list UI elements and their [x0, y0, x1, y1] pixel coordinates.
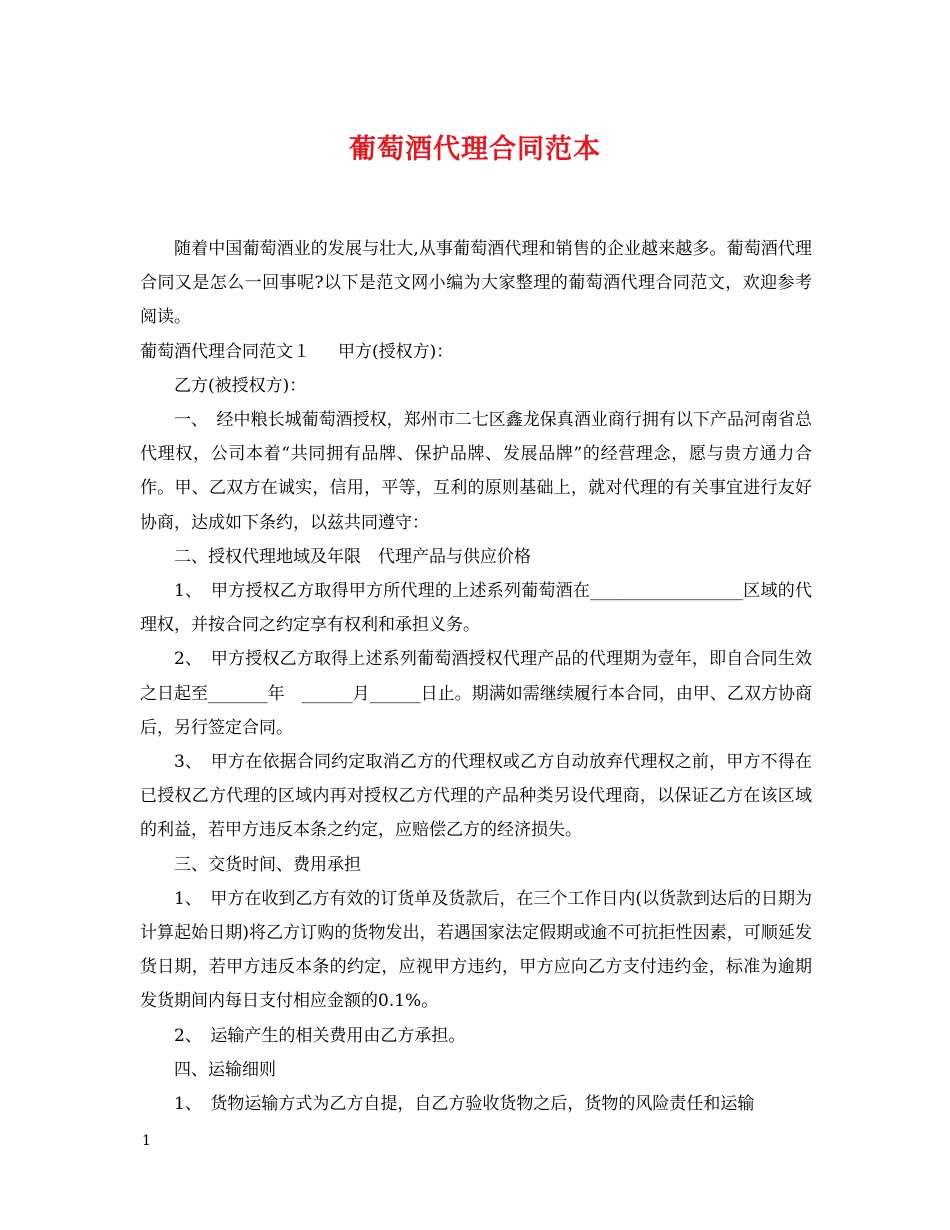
section-heading: 葡萄酒代理合同范文１	[140, 341, 310, 362]
intro-paragraph: 随着中国葡萄酒业的发展与壮大,从事葡萄酒代理和销售的企业越来越多。葡萄酒代理合同又是怎么一回事呢?以下是范文网小编为大家整理的葡萄酒代理合同范文，欢迎参考阅读。	[140, 239, 812, 328]
clause-heading: 二、授权代理地域及年限 代理产品与供应价格	[174, 546, 531, 567]
clause-paragraph: 1、 甲方在收到乙方有效的订货单及货款后，在三个工作日内(以货款到达后的日期为计算起始日期)将乙方订购的货物发出，若遇国家法定假期或逾不可抗拒性因素，可顺延发货日期，若甲方违反本条的约定，应视甲方违约，甲方应向乙方支付违约金，标准为逾期发货期间内每日支付相应金额的0.1%。	[140, 888, 812, 1012]
clause-paragraph: 1、 甲方授权乙方取得甲方所代理的上述系列葡萄酒在__________________区域的代理权，并按合同之约定享有权利和承担义务。	[140, 581, 812, 636]
page-number: 1	[142, 1133, 151, 1149]
clause-heading: 四、运输细则	[174, 1059, 276, 1080]
party-a-label: 甲方(授权方)：	[338, 341, 454, 362]
clause-paragraph: 1、 货物运输方式为乙方自提，自乙方验收货物之后，货物的风险责任和运输	[174, 1094, 755, 1115]
clause-paragraph: 2、 运输产生的相关费用由乙方承担。	[174, 1025, 466, 1046]
document-body	[140, 232, 812, 1121]
section-heading-line	[140, 335, 812, 369]
clause-paragraph: 3、 甲方在依据合同约定取消乙方的代理权或乙方自动放弃代理权之前，甲方不得在已授权乙方代理的区域内再对授权乙方代理的产品种类另设代理商，以保证乙方在该区域的利益，若甲方违反本条之约定，应赔偿乙方的经济损失。	[140, 752, 812, 841]
document-title: 葡萄酒代理合同范本	[349, 134, 601, 165]
clause-paragraph: 2、 甲方授权乙方取得上述系列葡萄酒授权代理产品的代理期为壹年，即自合同生效之日起至_______年 ______月______日止。期满如需继续履行本合同，由甲、乙双方协商后，另行签定合同。	[140, 649, 812, 738]
clause-heading: 三、交货时间、费用承担	[174, 854, 361, 875]
clause-paragraph: 一、 经中粮长城葡萄酒授权，郑州市二七区鑫龙保真酒业商行拥有以下产品河南省总代理权，公司本着“共同拥有品牌、保护品牌、发展品牌”的经营理念，愿与贵方通力合作。甲、乙双方在诚实，信用，平等，互利的原则基础上，就对代理的有关事宜进行友好协商，达成如下条约，以兹共同遵守：	[140, 410, 812, 533]
party-b-label: 乙方(被授权方)：	[174, 375, 307, 396]
